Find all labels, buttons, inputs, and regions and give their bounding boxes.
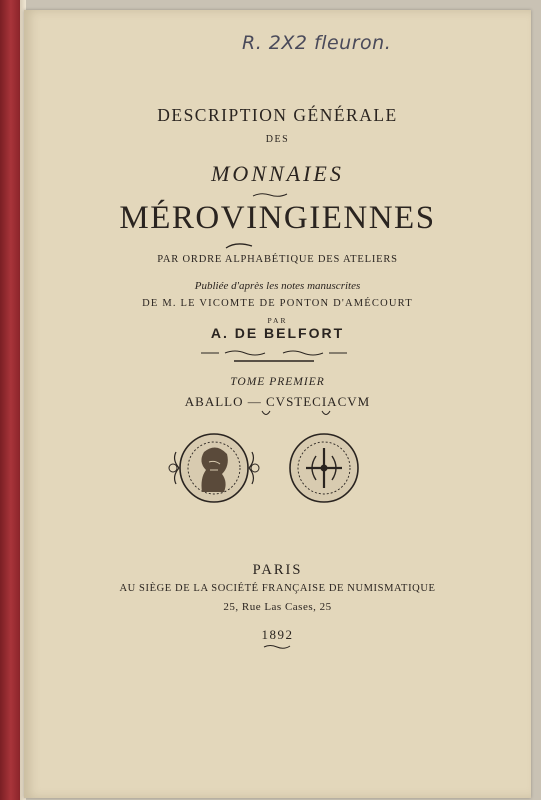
handwritten-annotation: R. 2X2 fleuron. <box>242 32 392 54</box>
breve-marks <box>260 409 340 419</box>
ornament-tilde <box>252 192 288 198</box>
volume-range: ABALLO — CVSTECIACVM <box>184 394 371 409</box>
imprint-year: 1892 <box>261 627 294 642</box>
tome-label: TOME PREMIER <box>230 376 325 388</box>
author-name: A. DE BELFORT <box>210 325 345 341</box>
year-underline <box>262 643 292 651</box>
main-title: MÉROVINGIENNES <box>119 200 436 236</box>
par-line: PAR <box>267 316 288 325</box>
subtitle: PAR ORDRE ALPHABÉTIQUE DES ATELIERS <box>157 254 398 265</box>
imprint-address: 25, Rue Las Cases, 25 <box>223 601 332 613</box>
title-line-2: DES <box>265 134 290 145</box>
imprint-publisher: AU SIÈGE DE LA SOCIÉTÉ FRANÇAISE DE NUMISMATIQUE <box>119 583 436 594</box>
coin-reverse-icon <box>290 434 358 502</box>
publiee-note: Publiée d'après les notes manuscrites <box>194 280 361 292</box>
coin-obverse-icon <box>169 434 259 502</box>
coin-illustrations <box>24 422 531 512</box>
decorative-rule <box>199 346 349 366</box>
title-line-3: MONNAIES <box>211 161 344 186</box>
title-line-1: DESCRIPTION GÉNÉRALE <box>157 105 398 125</box>
vicomte-line: DE M. LE VICOMTE DE PONTON D'AMÉCOURT <box>142 298 413 309</box>
ornament-swash <box>224 242 254 250</box>
imprint-city: PARIS <box>252 562 303 578</box>
title-page <box>24 10 531 798</box>
